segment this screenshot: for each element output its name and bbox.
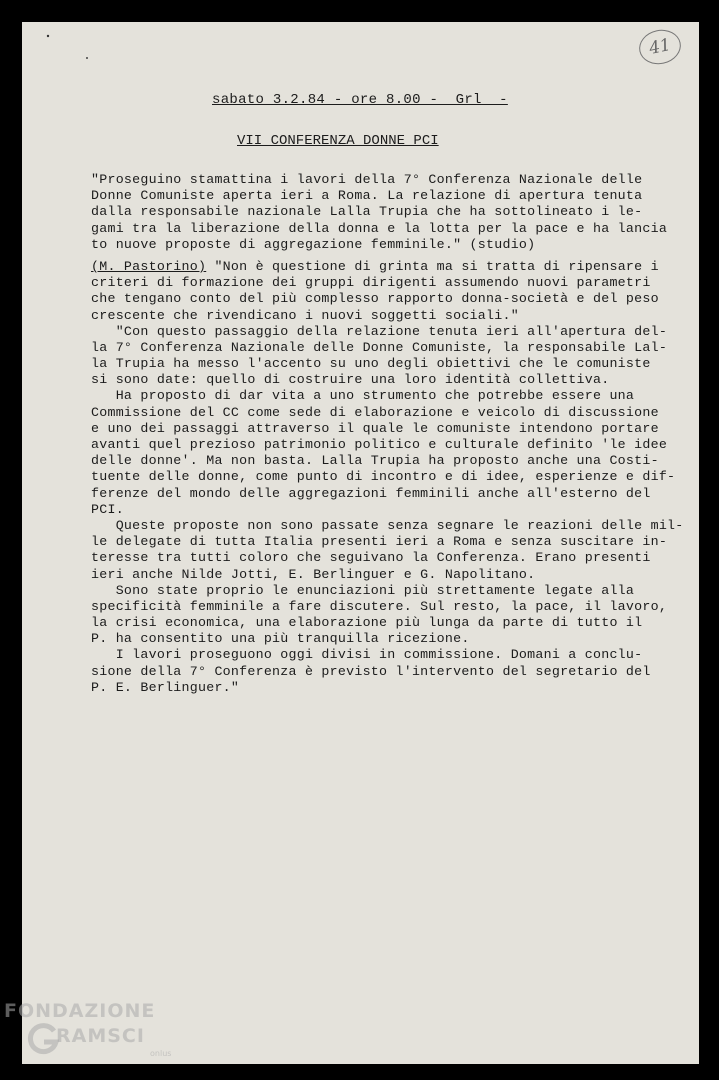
- quote-start: "Non è questione di grinta ma si tratta di ripensare i: [214, 258, 659, 274]
- text-line: avanti quel prezioso patrimonio politico e culturale definito 'le idee: [91, 437, 668, 452]
- paper-specks: [42, 30, 102, 70]
- text-line: Donne Comuniste aperta ieri a Roma. La relazione di apertura tenuta: [91, 188, 643, 204]
- text-line: Queste proposte non sono passate senza segnare le reazioni delle mil-: [91, 517, 684, 533]
- text-line: la 7° Conferenza Nazionale delle Donne Comuniste, la responsabile Lal-: [91, 339, 668, 355]
- folio-number-stamp: 41: [636, 26, 684, 68]
- text-line: "Proseguino stamattina i lavori della 7° Conferenza Nazionale delle: [91, 172, 643, 187]
- text-line: Commissione del CC come sede di elaborazione e veicolo di discussione: [91, 404, 659, 420]
- text-line: P. E. Berlinguer.": [91, 679, 240, 695]
- text-line: delle donne'. Ma non basta. Lalla Trupia ha proposto anche una Costi-: [91, 453, 659, 469]
- text-line: crescente che rivendicano i nuovi soggetti sociali.": [91, 307, 519, 323]
- watermark-suffix: onlus: [150, 1049, 172, 1058]
- text-line: I lavori proseguono oggi divisi in commissione. Domani a conclu-: [91, 647, 643, 663]
- text-line: la Trupia ha messo l'accento su uno degli obiettivi che le comuniste: [91, 356, 651, 372]
- document-title: VII CONFERENZA DONNE PCI: [237, 133, 439, 149]
- speaker-credit: (M. Pastorino): [91, 258, 207, 274]
- text-line: gami tra la liberazione della donna e la lotta per la pace e ha lancia: [91, 220, 668, 236]
- text-line: si sono date: quello di costruire una loro identità collettiva.: [91, 372, 610, 388]
- text-line: criteri di formazione dei gruppi dirigenti assumendo nuovi parametri: [91, 275, 651, 291]
- text-line: ferenze del mondo delle aggregazioni femminili anche all'esterno del: [91, 485, 651, 501]
- text-line: sione della 7° Conferenza è previsto l'intervento del segretario del: [91, 663, 651, 679]
- text-line: e uno dei passaggi attraverso il quale le comuniste intendono portare: [91, 420, 659, 436]
- text-line: teresse tra tutti coloro che seguivano la Conferenza. Erano presenti: [91, 550, 651, 566]
- text-line: specificità femminile a fare discutere. Sul resto, la pace, il lavoro,: [91, 598, 668, 614]
- text-line: to nuove proposte di aggregazione femminile." (studio): [91, 236, 536, 252]
- text-line: dalla responsabile nazionale Lalla Trupia che ha sottolineato i le-: [91, 204, 643, 220]
- watermark-line2: RAMSCI: [56, 1025, 145, 1047]
- text-line: tuente delle donne, come punto di incontro e di idee, esperienze e dif-: [91, 469, 676, 485]
- text-line: Ha proposto di dar vita a uno strumento che potrebbe essere una: [91, 388, 635, 404]
- text-line: la crisi economica, una elaborazione più lunga da parte di tutto il: [91, 615, 643, 631]
- broadcast-header: sabato 3.2.84 - ore 8.00 - Grl -: [212, 92, 508, 108]
- archive-watermark: [4, 1000, 204, 1080]
- text-line: [91, 259, 691, 275]
- text-line: Sono state proprio le enunciazioni più strettamente legate alla: [91, 582, 635, 598]
- transcript-body: [91, 172, 691, 696]
- text-line: P. ha consentito una più tranquilla ricezione.: [91, 631, 470, 647]
- watermark-line1: FONDAZIONE: [4, 1000, 156, 1022]
- text-line: ieri anche Nilde Jotti, E. Berlinguer e G. Napolitano.: [91, 566, 536, 582]
- text-line: PCI.: [91, 501, 124, 517]
- text-line: le delegate di tutta Italia presenti ieri a Roma e senza suscitare in-: [91, 534, 668, 550]
- gramsci-g-logo-icon: [26, 1022, 60, 1056]
- text-line: "Con questo passaggio della relazione tenuta ieri all'apertura del-: [91, 323, 668, 339]
- document-page: [22, 22, 699, 1064]
- text-line: che tengano conto del più complesso rapporto donna-società e del peso: [91, 291, 659, 307]
